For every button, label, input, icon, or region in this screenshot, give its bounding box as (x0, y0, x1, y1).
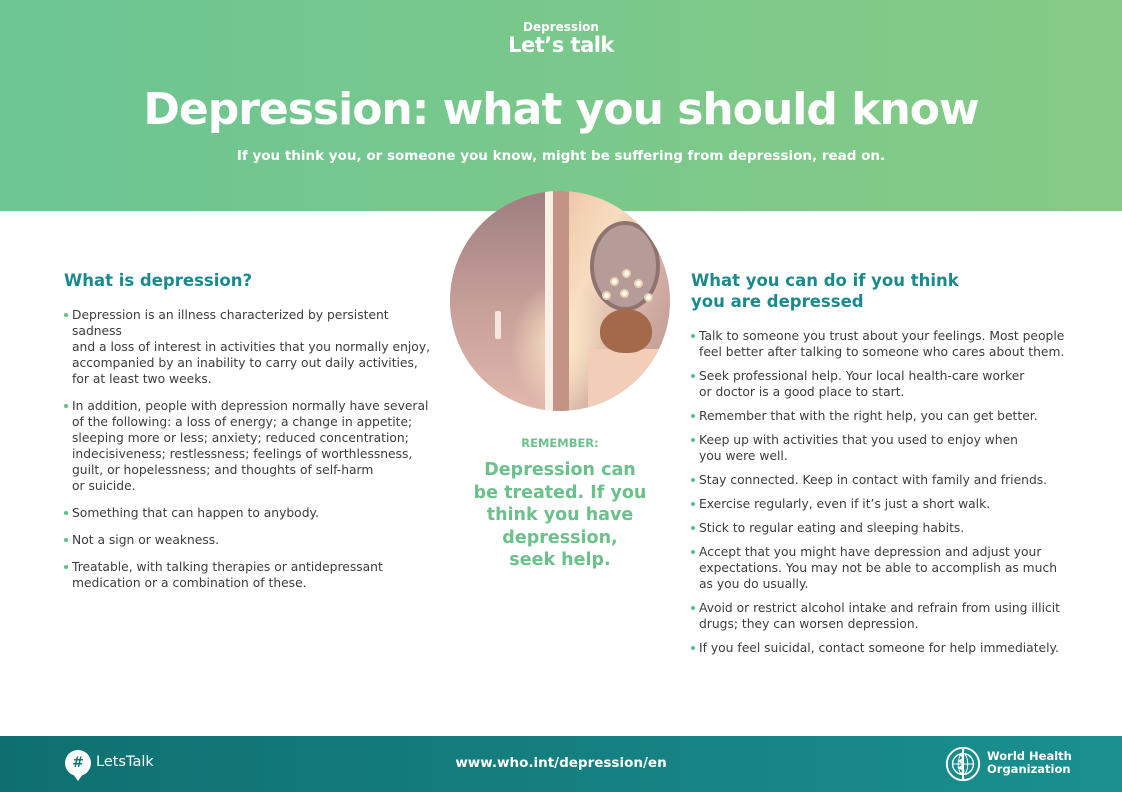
list-item: Accept that you might have depression and adjust your expectations. You may not be able to accomplish as much as you do usually. (691, 544, 1071, 592)
page-title: Depression: what you should know (143, 84, 979, 135)
photo-flower (644, 293, 653, 302)
list-item: If you feel suicidal, contact someone for help immediately. (691, 640, 1071, 656)
illustration-photo (450, 191, 670, 411)
photo-flower (634, 279, 643, 288)
bullet-dot-icon (64, 511, 68, 515)
footer-url-link[interactable]: www.who.int/depression/en (455, 755, 667, 771)
who-emblem-icon (944, 745, 982, 783)
list-item: Depression is an illness characterized by persistent sadness and a loss of interest in activities that you normally enjoy, accompanied by an inability to carry out daily activities, for at least two weeks. (64, 307, 434, 387)
bullet-dot-icon (691, 502, 695, 506)
photo-table (588, 349, 670, 411)
campaign-title: Let’s talk (508, 33, 614, 57)
photo-flower (602, 291, 611, 300)
page-subtitle: If you think you, or someone you know, might be suffering from depression, read on. (236, 148, 886, 164)
list-item: Stay connected. Keep in contact with family and friends. (691, 472, 1071, 488)
bullet-dot-icon (64, 565, 68, 569)
right-bullet-list (691, 328, 1071, 664)
campaign-kicker: Depression (523, 20, 599, 34)
photo-door-edge (545, 191, 553, 411)
list-item: Seek professional help. Your local health-care worker or doctor is a good place to start. (691, 368, 1071, 400)
list-item: Avoid or restrict alcohol intake and refrain from using illicit drugs; they can worsen depression. (691, 600, 1071, 632)
list-item: Remember that with the right help, you can get better. (691, 408, 1071, 424)
bullet-dot-icon (64, 313, 68, 317)
footer-bar (0, 736, 1122, 792)
photo-vase (600, 309, 652, 353)
photo-flower (620, 289, 629, 298)
bullet-dot-icon (691, 374, 695, 378)
hashtag-label: LetsTalk (96, 754, 154, 770)
list-item: Keep up with activities that you used to enjoy when you were well. (691, 432, 1071, 464)
list-item: Stick to regular eating and sleeping habits. (691, 520, 1071, 536)
speech-bubble-hashtag-icon: # (65, 750, 91, 776)
list-item: Exercise regularly, even if it’s just a short walk. (691, 496, 1071, 512)
left-bullet-list (64, 307, 434, 602)
header-banner (0, 0, 1122, 211)
list-item: Not a sign or weakness. (64, 532, 434, 548)
bullet-dot-icon (691, 438, 695, 442)
bullet-dot-icon (691, 414, 695, 418)
bullet-dot-icon (691, 478, 695, 482)
list-item: Talk to someone you trust about your feelings. Most people feel better after talking to someone who cares about them. (691, 328, 1071, 360)
remember-label: REMEMBER: (521, 436, 599, 450)
bullet-dot-icon (691, 334, 695, 338)
photo-flower (610, 277, 619, 286)
bullet-dot-icon (691, 606, 695, 610)
left-column-heading: What is depression? (64, 271, 253, 290)
list-item: Something that can happen to anybody. (64, 505, 434, 521)
remember-message: Depression can be treated. If you think you have depression, seek help. (473, 460, 647, 570)
right-column-heading: What you can do if you think you are depressed (691, 271, 959, 311)
bullet-dot-icon (64, 404, 68, 408)
list-item: Treatable, with talking therapies or antidepressant medication or a combination of these. (64, 559, 434, 591)
bullet-dot-icon (64, 538, 68, 542)
bullet-dot-icon (691, 526, 695, 530)
photo-door-handle (495, 311, 501, 339)
bullet-dot-icon (691, 646, 695, 650)
organization-name: World Health Organization (987, 749, 1072, 776)
photo-door-frame (553, 191, 569, 411)
photo-flower (622, 269, 631, 278)
list-item: In addition, people with depression normally have several of the following: a loss of energy; a change in appetite; sleeping more or less; anxiety; reduced concentration; indecisiveness; restlessness; feelings of worthlessness, guilt, or hopelessness; and thoughts of self-harm or suicide. (64, 398, 434, 494)
bullet-dot-icon (691, 550, 695, 554)
